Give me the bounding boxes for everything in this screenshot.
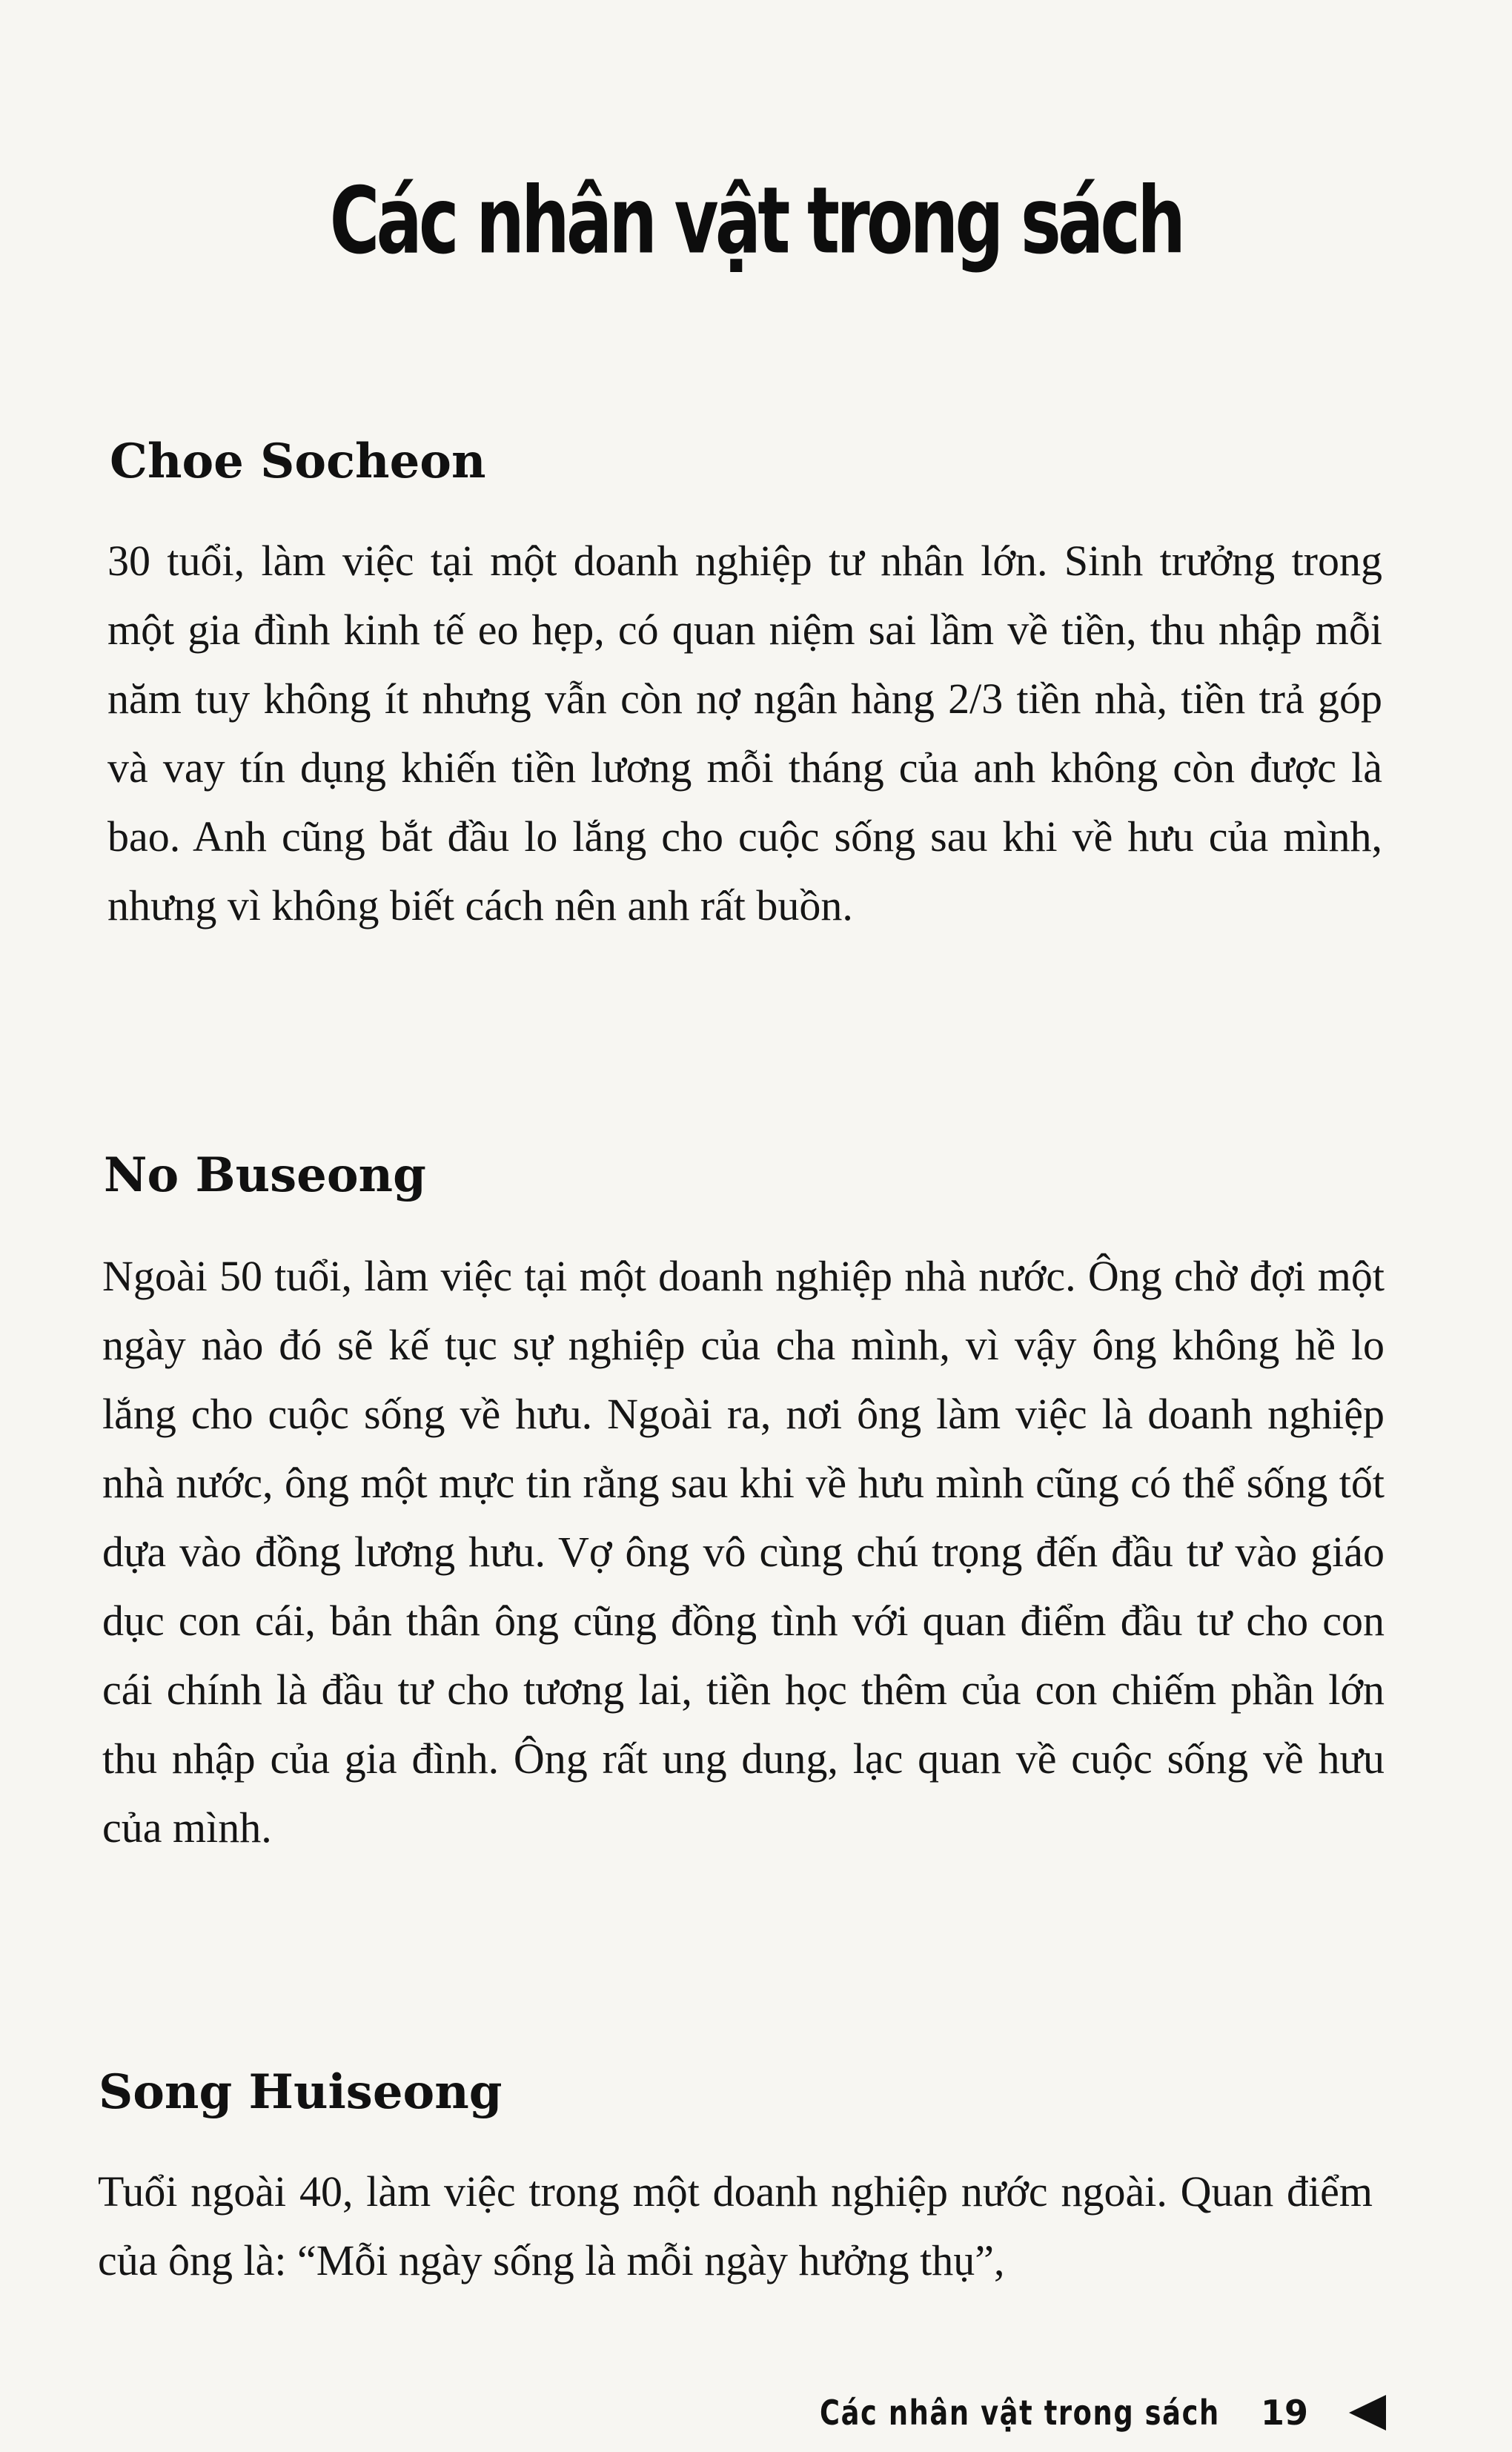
left-triangle-icon: [1349, 2395, 1386, 2431]
character-name-1: Choe Socheon: [110, 434, 486, 489]
page-number: 19: [1260, 2393, 1308, 2433]
page-footer: [720, 2393, 1386, 2433]
character-name-2: No Buseong: [104, 1147, 426, 1203]
character-description-1: 30 tuổi, làm việc tại một doanh nghiệp tư nhân lớn. Sinh trưởng trong một gia đình kinh tế eo hẹp, có quan niệm sai lầm về tiền, thu nhập mỗi năm tuy không ít nhưng vẫn còn nợ ngân hàng 2/3 tiền nhà, tiền trả góp và vay tín dụng khiến tiền lương mỗi tháng của anh không còn được là bao. Anh cũng bắt đầu lo lắng cho cuộc sống sau khi về hưu của mình, nhưng vì không biết cách nên anh rất buồn.: [107, 537, 1382, 930]
running-head: Các nhân vật trong sách: [820, 2393, 1220, 2433]
character-name-3: Song Huiseong: [99, 2064, 503, 2120]
character-description-3: Tuổi ngoài 40, làm việc trong một doanh nghiệp nước ngoài. Quan điểm của ông là: “Mỗi ngày sống là mỗi ngày hưởng thụ”,: [98, 2167, 1373, 2284]
page-title: Các nhân vật trong sách: [329, 167, 1183, 274]
character-description-2: Ngoài 50 tuổi, làm việc tại một doanh nghiệp nhà nước. Ông chờ đợi một ngày nào đó sẽ kế tục sự nghiệp của cha mình, vì vậy ông không hề lo lắng cho cuộc sống về hưu. Ngoài ra, nơi ông làm việc là doanh nghiệp nhà nước, ông một mực tin rằng sau khi về hưu mình cũng có thể sống tốt dựa vào đồng lương hưu. Vợ ông vô cùng chú trọng đến đầu tư vào giáo dục con cái, bản thân ông cũng đồng tình với quan điểm đầu tư cho con cái chính là đầu tư cho tương lai, tiền học thêm của con chiếm phần lớn thu nhập của gia đình. Ông rất ung dung, lạc quan về cuộc sống về hưu của mình.: [102, 1252, 1385, 1852]
